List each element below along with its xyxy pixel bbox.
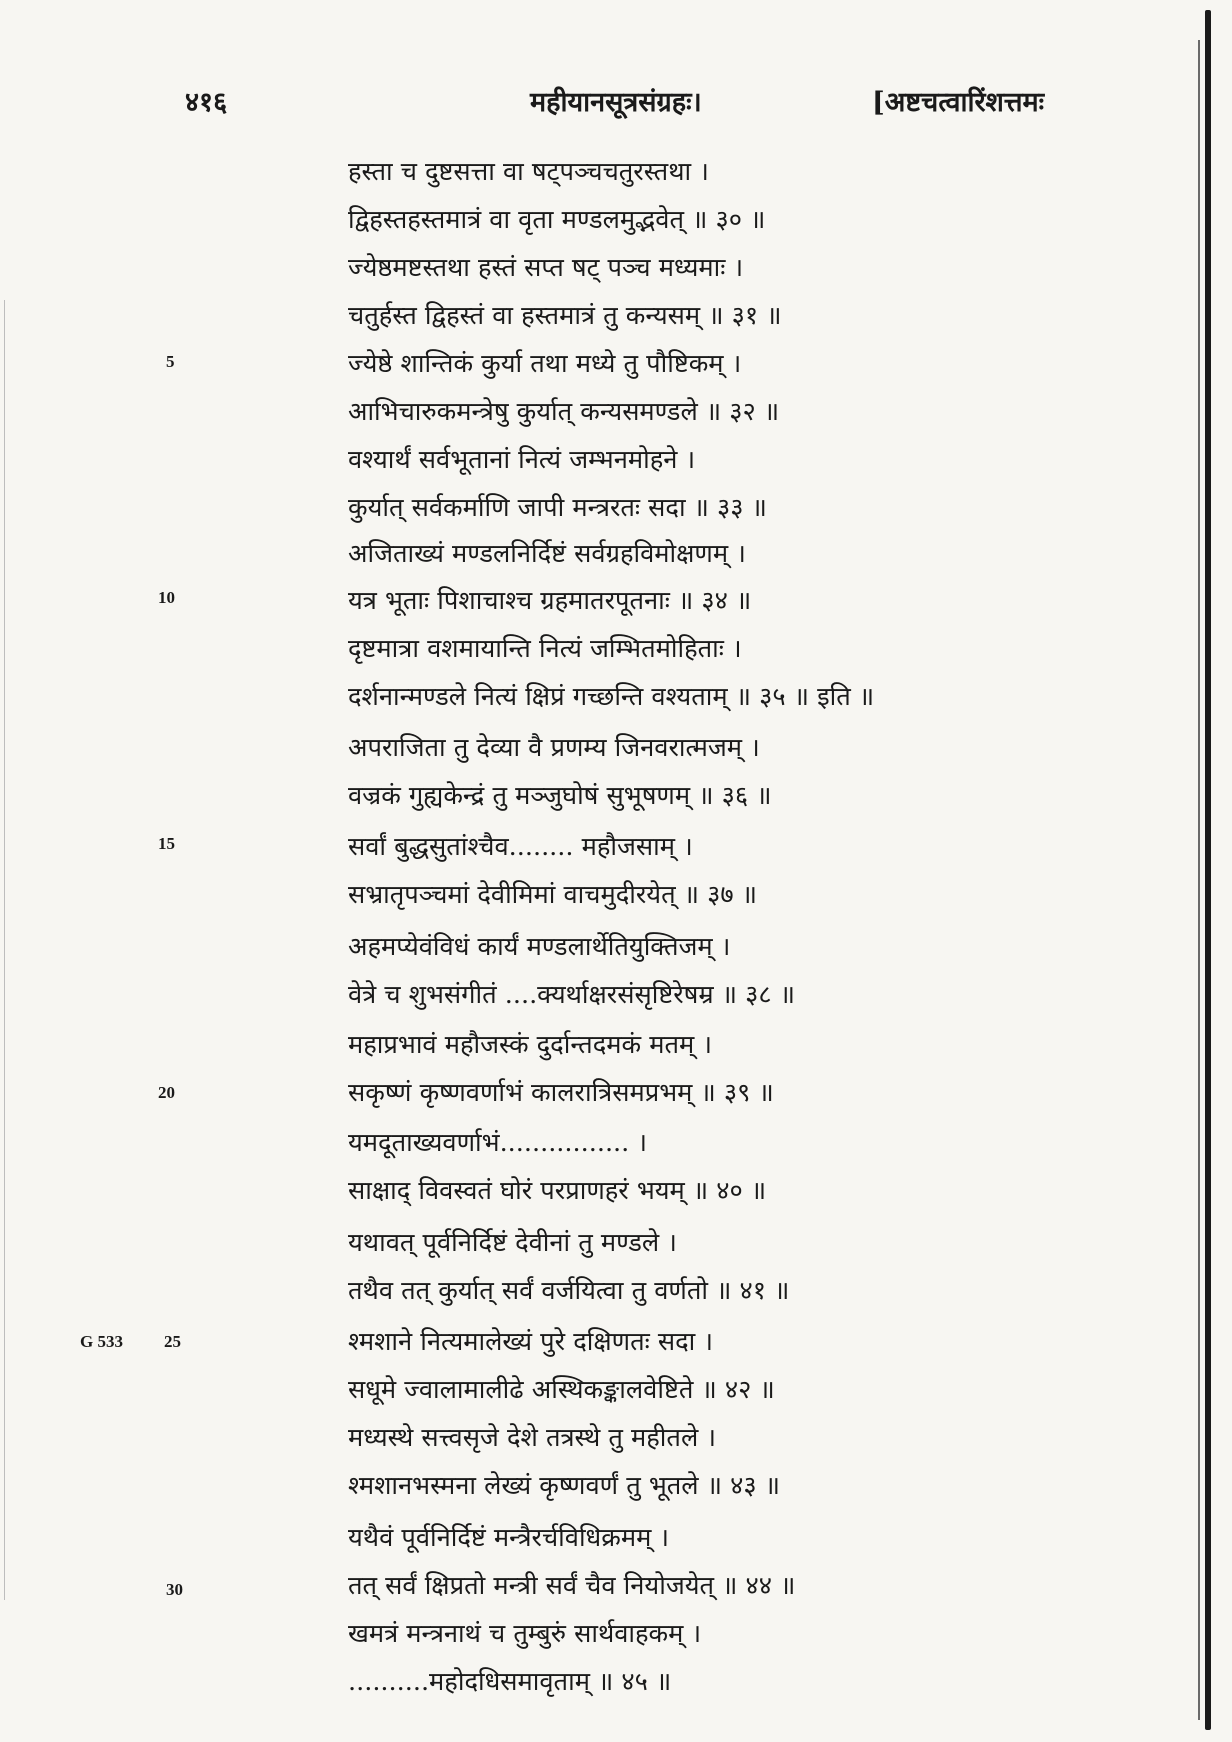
line-number-30: 30 — [166, 1580, 183, 1599]
verse-line: सधूमे ज्वालामालीढे अस्थिकङ्कालवेष्टिते ॥ ४२ ॥ — [348, 1375, 775, 1405]
verse-line: ज्येष्ठे शान्तिकं कुर्या तथा मध्ये तु पौष्टिकम् । — [348, 349, 742, 379]
verse-line: सर्वां बुद्धसुतांश्चैव........ महौजसाम् । — [348, 832, 693, 862]
verse-line: तथैव तत् कुर्यात् सर्वं वर्जयित्वा तु वर्णतो ॥ ४१ ॥ — [348, 1276, 790, 1306]
verse-line: यथैवं पूर्वनिर्दिष्टं मन्त्रैरर्चविधिक्रमम् । — [348, 1523, 670, 1553]
verse-line: वज्रकं गुह्यकेन्द्रं तु मञ्जुघोषं सुभूषणम् ॥ ३६ ॥ — [348, 781, 772, 811]
verse-line: तत् सर्वं क्षिप्रतो मन्त्री सर्वं चैव नियोजयेत् ॥ ४४ ॥ — [348, 1571, 796, 1601]
verse-line: सकृष्णं कृष्णवर्णाभं कालरात्रिसमप्रभम् ॥ ३९ ॥ — [348, 1078, 774, 1108]
chapter-title: [अष्टचत्वारिंशत्तमः — [872, 87, 1045, 118]
verse-line: दर्शनान्मण्डले नित्यं क्षिप्रं गच्छन्ति वश्यताम् ॥ ३५ ॥ इति ॥ — [348, 682, 875, 712]
verse-line: चतुर्हस्त द्विहस्तं वा हस्तमात्रं तु कन्यसम् ॥ ३१ ॥ — [348, 301, 782, 331]
verse-line: श्मशानभस्मना लेख्यं कृष्णवर्णं तु भूतले ॥ ४३ ॥ — [348, 1471, 780, 1501]
book-title: महीयानसूत्रसंग्रहः। — [530, 87, 702, 118]
line-number-5: 5 — [166, 352, 175, 371]
verse-line: ज्येष्ठमष्टस्तथा हस्तं सप्त षट् पञ्च मध्यमाः । — [348, 253, 744, 283]
manuscript-folio-ref: G 533 — [80, 1332, 123, 1351]
line-number-10: 10 — [158, 588, 175, 607]
verse-line: द्विहस्तहस्तमात्रं वा वृता मण्डलमुद्भवेत् ॥ ३० ॥ — [348, 205, 766, 235]
gutter-thin-rule — [1198, 40, 1200, 1720]
verse-line: यथावत् पूर्वनिर्दिष्टं देवीनां तु मण्डले । — [348, 1228, 677, 1258]
verse-line: हस्ता च दुष्टसत्ता वा षट्पञ्चचतुरस्तथा । — [348, 157, 709, 187]
verse-line: ..........महोदधिसमावृताम् ॥ ४५ ॥ — [348, 1667, 672, 1697]
line-number-25: 25 — [164, 1332, 181, 1351]
running-header — [0, 82, 1232, 122]
verse-line: आभिचारुकमन्त्रेषु कुर्यात् कन्यसमण्डले ॥ ३२ ॥ — [348, 397, 780, 427]
verse-line: साक्षाद् विवस्वतं घोरं परप्राणहरं भयम् ॥ ४० ॥ — [348, 1176, 767, 1206]
verse-line: महाप्रभावं महौजस्कं दुर्दान्तदमकं मतम् । — [348, 1030, 713, 1060]
page-edge-shadow — [4, 300, 5, 1600]
verse-line: कुर्यात् सर्वकर्माणि जापी मन्त्ररतः सदा ॥ ३३ ॥ — [348, 493, 767, 523]
verse-line: अपराजिता तु देव्या वै प्रणम्य जिनवरात्मजम् । — [348, 733, 760, 763]
verse-line: यमदूताख्यवर्णाभं................ । — [348, 1128, 648, 1158]
verse-line: वश्यार्थं सर्वभूतानां नित्यं जम्भनमोहने । — [348, 445, 696, 475]
verse-line: श्मशाने नित्यमालेख्यं पुरे दक्षिणतः सदा । — [348, 1327, 714, 1357]
verse-line: सभ्रातृपञ्चमां देवीमिमां वाचमुदीरयेत् ॥ ३७ ॥ — [348, 880, 758, 910]
verse-line: खमत्रं मन्त्रनाथं च तुम्बुरुं सार्थवाहकम् । — [348, 1619, 702, 1649]
line-number-15: 15 — [158, 834, 175, 853]
line-number-20: 20 — [158, 1083, 175, 1102]
verse-line: वेत्रे च शुभसंगीतं ....क्यर्थाक्षरसंसृष्टिरेषम्र ॥ ३८ ॥ — [348, 980, 796, 1010]
verse-line: मध्यस्थे सत्त्वसृजे देशे तत्रस्थे तु महीतले । — [348, 1423, 716, 1453]
verse-line: अजिताख्यं मण्डलनिर्दिष्टं सर्वग्रहविमोक्षणम् । — [348, 539, 746, 569]
verse-line: दृष्टमात्रा वशमायान्ति नित्यं जम्भितमोहिताः । — [348, 634, 742, 664]
gutter-binding-rule — [1205, 10, 1211, 1730]
verse-line: अहमप्येवंविधं कार्यं मण्डलार्थेतियुक्तिजम् । — [348, 932, 731, 962]
verse-line: यत्र भूताः पिशाचाश्च ग्रहमातरपूतनाः ॥ ३४ ॥ — [348, 586, 752, 616]
page-number: ४१६ — [185, 87, 228, 118]
